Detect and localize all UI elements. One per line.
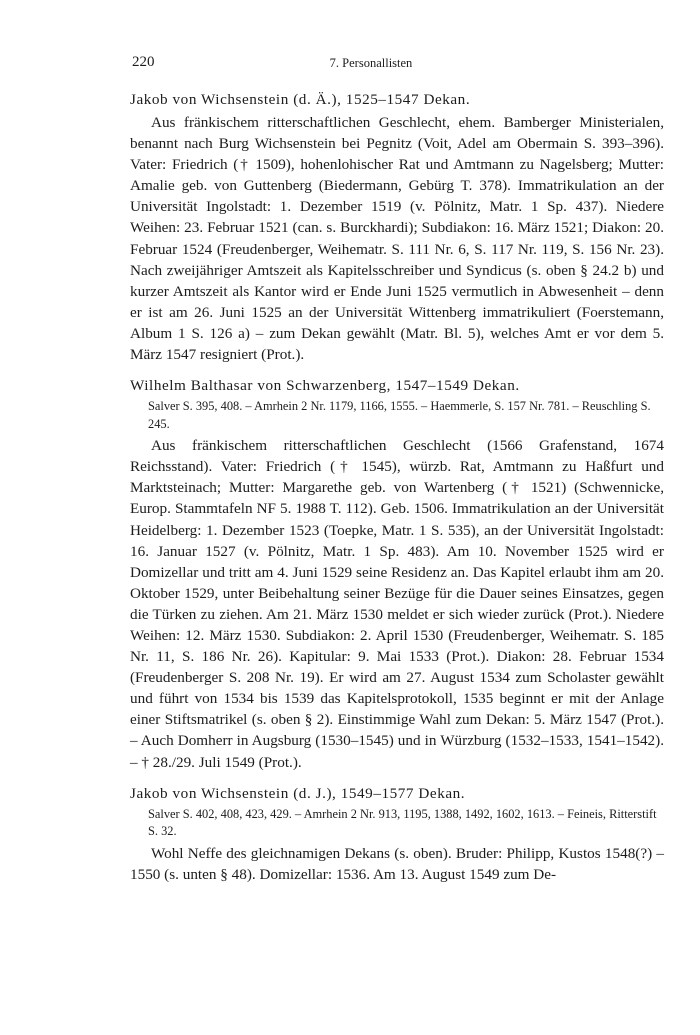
entry-references: Salver S. 395, 408. – Amrhein 2 Nr. 1179, 1166, 1555. – Haemmerle, S. 157 Nr. 781. – Reuschling S. 245. <box>148 399 651 431</box>
entry-jakob-von-wichsenstein-elder <box>130 89 664 365</box>
page-body <box>130 89 664 895</box>
page-header <box>132 54 610 74</box>
entry-text: Aus fränkischem ritterschaftlichen Geschlecht (1566 Grafenstand, 1674 Reichsstand). Vater: Friedrich († 1545), würzb. Rat, Amtmann zu Haßfurt und Marktsteinach; Mutter: Margarethe geb. von Wartenberg († 1521) (Schwennicke, Europ. Stammtafeln NF 5. 1988 T. 112). Geb. 1506. Immatrikulation an der Universität Heidelberg: 1. Dezember 1523 (Toepke, Matr. 1 S. 535), an der Universität Ingolstadt: 16. Januar 1527 (v. Pölnitz, Matr. 1 Sp. 483). Am 10. November 1525 wird er Domizellar und tritt am 4. Juni 1529 seine Residenz an. Das Kapitel erlaubt ihm am 20. Oktober 1529, unter Beibehaltung seiner Bezüge für die Dauer seines Einsatzes, gegen die Türken zu ziehen. Am 21. März 1530 meldet er sich wieder zurück (Prot.). Niedere Weihen: 12. März 1530. Subdiakon: 2. April 1530 (Freudenberger, Weihematr. S. 185 Nr. 11, S. 186 Nr. 26). Kapitular: 9. Mai 1533 (Prot.). Diakon: 28. Februar 1534 (Freudenberger S. 208 Nr. 19). Er wird am 27. August 1534 zum Scholaster gewählt und führt von 1534 bis 1539 das Kapitelsprotokoll, 1535 beginnt er mit der Anlage einer Stiftsmatrikel (s. oben § 2). Einstimmige Wahl zum Dekan: 5. März 1547 (Prot.). – Auch Domherr in Augsburg (1530–1545) und in Würzburg (1532–1533, 1541–1542). – † 28./29. Juli 1549 (Prot.). <box>130 437 664 771</box>
entry-text: Aus fränkischem ritterschaftlichen Geschlecht, ehem. Bamberger Ministerialen, benannt nach Burg Wichsenstein bei Pegnitz (Voit, Adel am Obermain S. 393–396). Vater: Friedrich († 1509), hohenlohischer Rat und Amtmann zu Nagelsberg; Mutter: Amalie geb. von Guttenberg (Biedermann, Gebürg T. 378). Immatrikulation an der Universität Ingolstadt: 1. Dezember 1519 (v. Pölnitz, Matr. 1 Sp. 437). Niedere Weihen: 23. Februar 1521 (can. s. Burckhardi); Subdiakon: 16. März 1521; Diakon: 20. Februar 1524 (Freudenberger, Weihematr. S. 111 Nr. 6, S. 117 Nr. 119, S. 156 Nr. 23). Nach zweijähriger Amtszeit als Kapitelsschreiber und Syndicus (s. oben § 24.2 b) und kurzer Amtszeit als Kantor wird er Ende Juni 1525 vermutlich in Abwesenheit – denn er ist am 26. Juni 1525 an der Universität Wittenberg immatrikuliert (Foerstemann, Album 1 S. 126 a) – zum Dekan gewählt (Matr. Bl. 5), welches Amt er vor dem 5. März 1547 resigniert (Prot.). <box>130 114 664 364</box>
entry-jakob-von-wichsenstein-younger <box>130 783 664 885</box>
entry-heading: Jakob von Wichsenstein (d. J.), 1549–1577 Dekan. <box>130 784 466 802</box>
page-number: 220 <box>132 54 155 70</box>
entry-text: Wohl Neffe des gleichnamigen Dekans (s. oben). Bruder: Philipp, Kustos 1548(?) – 1550 (s. unten § 48). Domizellar: 1536. Am 13. August 1549 zum De- <box>130 844 664 883</box>
entry-heading: Jakob von Wichsenstein (d. Ä.), 1525–1547 Dekan. <box>130 91 471 108</box>
entry-wilhelm-balthasar-von-schwarzenberg <box>130 375 664 773</box>
running-head: 7. Personallisten <box>329 56 413 70</box>
entry-heading: Wilhelm Balthasar von Schwarzenberg, 1547–1549 Dekan. <box>130 377 520 395</box>
entry-references: Salver S. 402, 408, 423, 429. – Amrhein 2 Nr. 913, 1195, 1388, 1492, 1602, 1613. – Feineis, Ritterstift S. 32. <box>148 806 657 839</box>
